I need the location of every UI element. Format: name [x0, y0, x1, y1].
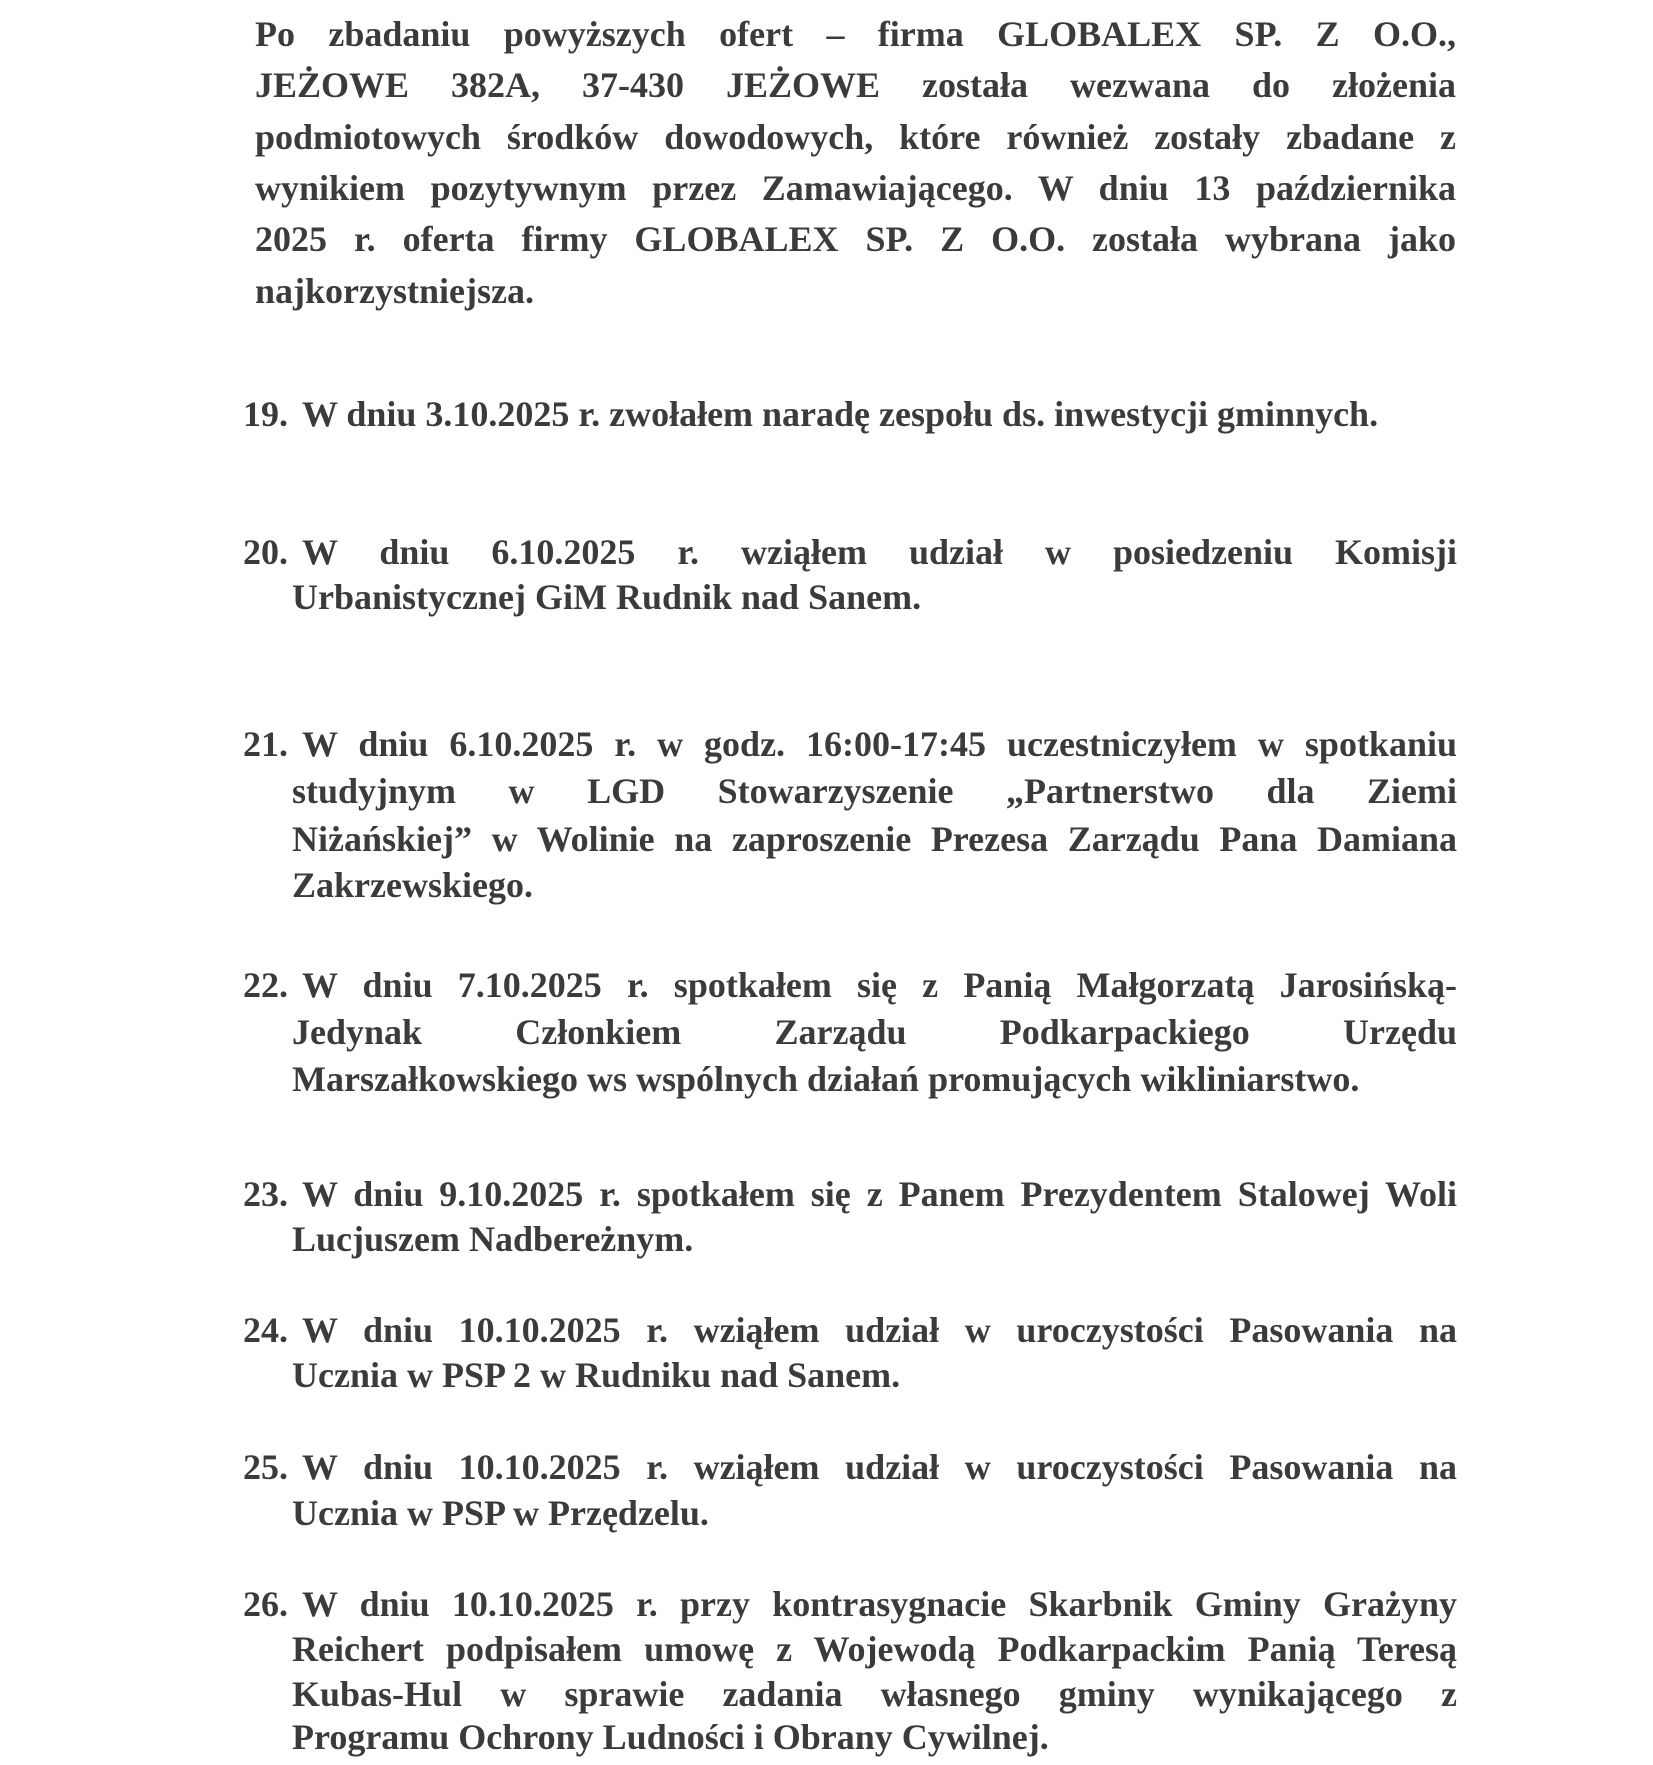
item-number: 20.	[243, 532, 288, 572]
item-line: W dniu 10.10.2025 r. wziąłem udział w uroczystości Pasowania na	[302, 1447, 1457, 1487]
item-number: 24.	[243, 1310, 288, 1350]
item-line: W dniu 6.10.2025 r. wziąłem udział w posiedzeniu Komisji	[302, 532, 1457, 572]
paragraph-line: najkorzystniejsza.	[255, 271, 534, 311]
item-line: Urbanistycznej GiM Rudnik nad Sanem.	[292, 577, 922, 617]
item-number: 25.	[243, 1447, 288, 1487]
item-line: Jedynak Członkiem Zarządu Podkarpackiego Urzędu	[292, 1012, 1457, 1052]
item-number: 26.	[243, 1584, 288, 1624]
paragraph-line: podmiotowych środków dowodowych, które również zostały zbadane z	[255, 117, 1456, 157]
item-line: Programu Ochrony Ludności i Obrany Cywilnej.	[292, 1717, 1049, 1757]
item-line: W dniu 7.10.2025 r. spotkałem się z Panią Małgorzatą Jarosińską-	[302, 965, 1457, 1005]
item-line: W dniu 6.10.2025 r. w godz. 16:00-17:45 uczestniczyłem w spotkaniu	[302, 724, 1457, 764]
item-number: 21.	[243, 724, 288, 764]
paragraph-line: JEŻOWE 382A, 37-430 JEŻOWE została wezwana do złożenia	[255, 65, 1456, 105]
item-number: 19.	[243, 394, 288, 434]
item-line: Lucjuszem Nadbereżnym.	[292, 1219, 694, 1259]
item-line: Ucznia w PSP 2 w Rudniku nad Sanem.	[292, 1355, 901, 1395]
item-line: Niżańskiej” w Wolinie na zaproszenie Prezesa Zarządu Pana Damiana	[292, 819, 1457, 859]
item-line: W dniu 10.10.2025 r. wziąłem udział w uroczystości Pasowania na	[302, 1310, 1457, 1350]
item-line: W dniu 10.10.2025 r. przy kontrasygnacie Skarbnik Gminy Grażyny	[302, 1584, 1457, 1624]
item-line: Zakrzewskiego.	[292, 865, 533, 905]
paragraph-line: wynikiem pozytywnym przez Zamawiającego. W dniu 13 października	[255, 168, 1456, 208]
item-line: W dniu 3.10.2025 r. zwołałem naradę zespołu ds. inwestycji gminnych.	[302, 394, 1379, 434]
item-line: Kubas-Hul w sprawie zadania własnego gminy wynikającego z	[292, 1674, 1457, 1714]
paragraph-line: 2025 r. oferta firmy GLOBALEX SP. Z O.O. została wybrana jako	[255, 219, 1456, 259]
item-number: 23.	[243, 1174, 288, 1214]
item-line: Ucznia w PSP w Przędzelu.	[292, 1493, 709, 1533]
item-line: Reichert podpisałem umowę z Wojewodą Podkarpackim Panią Teresą	[292, 1629, 1457, 1669]
item-line: W dniu 9.10.2025 r. spotkałem się z Panem Prezydentem Stalowej Woli	[302, 1174, 1457, 1214]
item-number: 22.	[243, 965, 288, 1005]
paragraph-line: Po zbadaniu powyższych ofert – firma GLOBALEX SP. Z O.O.,	[255, 14, 1456, 54]
item-line: studyjnym w LGD Stowarzyszenie „Partnerstwo dla Ziemi	[292, 771, 1457, 811]
item-line: Marszałkowskiego ws wspólnych działań promujących wikliniarstwo.	[292, 1059, 1360, 1099]
